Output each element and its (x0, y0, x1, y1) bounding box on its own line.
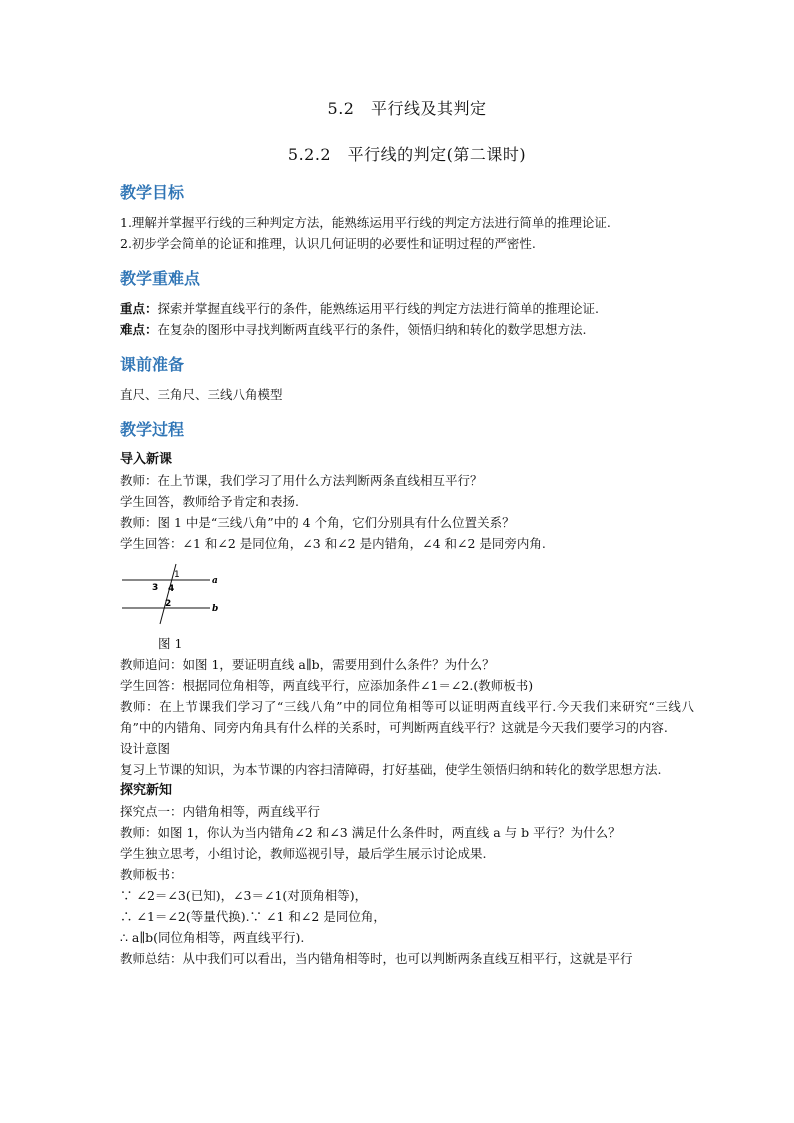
difficulty-line (120, 319, 694, 340)
angle-label-1: 1 (174, 570, 180, 580)
objective-item: 2.初步学会简单的论证和推理，认识几何证明的必要性和证明过程的严密性. (120, 236, 536, 251)
teacher-paragraph: 教师：在上节课我们学习了“三线八角”中的同位角相等可以证明两直线平行.今天我们来研究“三线八角”中的内错角、同旁内角具有什么样的关系时，可判断两直线平行？这就是今天我们要学习的内容. (120, 699, 694, 735)
focus-text: 探索并掌握直线平行的条件，能熟练运用平行线的判定方法进行简单的推理论证. (157, 301, 599, 316)
explore-line: 教师板书： (120, 867, 183, 882)
explore-line: ∴ ∠1＝∠2(等量代换).∵ ∠1 和∠2 是同位角， (120, 909, 386, 924)
explore-line: 学生独立思考，小组讨论，教师巡视引导，最后学生展示讨论成果. (120, 846, 487, 861)
section-heading-key-points: 教学重难点 (120, 269, 201, 288)
difficulty-text: 在复杂的图形中寻找判断两直线平行的条件，领悟归纳和转化的数学思想方法. (157, 322, 587, 337)
angle-label-3: 3 (152, 583, 159, 593)
followup-line: 学生回答：根据同位角相等，两直线平行，应添加条件∠1＝∠2.(教师板书) (120, 678, 534, 693)
preparation-text: 直尺、三角尺、三线八角模型 (120, 387, 283, 402)
explore-line: ∴ a∥b(同位角相等，两直线平行). (120, 930, 305, 945)
figure-caption: 图 1 (158, 636, 183, 651)
intro-line: 教师：在上节课，我们学习了用什么方法判断两条直线相互平行？ (120, 473, 483, 488)
line-label-a: a (212, 576, 218, 586)
section-heading-preparation: 课前准备 (120, 355, 185, 374)
section-heading-objectives: 教学目标 (120, 183, 185, 202)
design-paragraph: 复习上节课的知识，为本节课的内容扫清障碍，打好基础，使学生领悟归纳和转化的数学思想方法. (120, 762, 662, 777)
figure-1-diagram (122, 562, 242, 634)
intro-line: 教师：图 1 中是“三线八角”中的 4 个角，它们分别具有什么位置关系？ (120, 515, 515, 530)
focus-label: 重点： (120, 301, 158, 316)
difficulty-label: 难点： (120, 322, 158, 337)
explore-line: 教师：如图 1，你认为当内错角∠2 和∠3 满足什么条件时，两直线 a 与 b 平行？为什么？ (120, 825, 621, 840)
parallel-lines-diagram (122, 562, 242, 634)
design-label: 设计意图 (120, 741, 171, 756)
explore-line: 教师总结：从中我们可以看出，当内错角相等时，也可以判断两条直线互相平行，这就是平行 (120, 951, 633, 966)
followup-line: 教师追问：如图 1，要证明直线 a∥b，需要用到什么条件？为什么？ (120, 657, 495, 672)
objective-item: 1.理解并掌握平行线的三种判定方法，能熟练运用平行线的判定方法进行简单的推理论证. (120, 215, 611, 230)
intro-line: 学生回答：∠1 和∠2 是同位角，∠3 和∠2 是内错角，∠4 和∠2 是同旁内角. (120, 536, 546, 551)
page-subtitle: 5.2.2 平行线的判定(第二课时) (287, 145, 527, 164)
angle-label-4: 4 (168, 584, 175, 594)
explore-line: 探究点一：内错角相等，两直线平行 (120, 804, 321, 819)
intro-line: 学生回答，教师给予肯定和表扬. (120, 494, 299, 509)
page-title: 5.2 平行线及其判定 (327, 99, 487, 118)
line-label-b: b (212, 604, 219, 614)
intro-heading: 导入新课 (120, 452, 173, 467)
document-page (120, 96, 694, 969)
section-heading-process: 教学过程 (120, 420, 185, 439)
focus-line (120, 298, 694, 319)
explore-heading: 探究新知 (120, 783, 173, 798)
angle-label-2: 2 (165, 599, 172, 609)
explore-line: ∵ ∠2＝∠3(已知)，∠3＝∠1(对顶角相等)， (120, 888, 368, 903)
